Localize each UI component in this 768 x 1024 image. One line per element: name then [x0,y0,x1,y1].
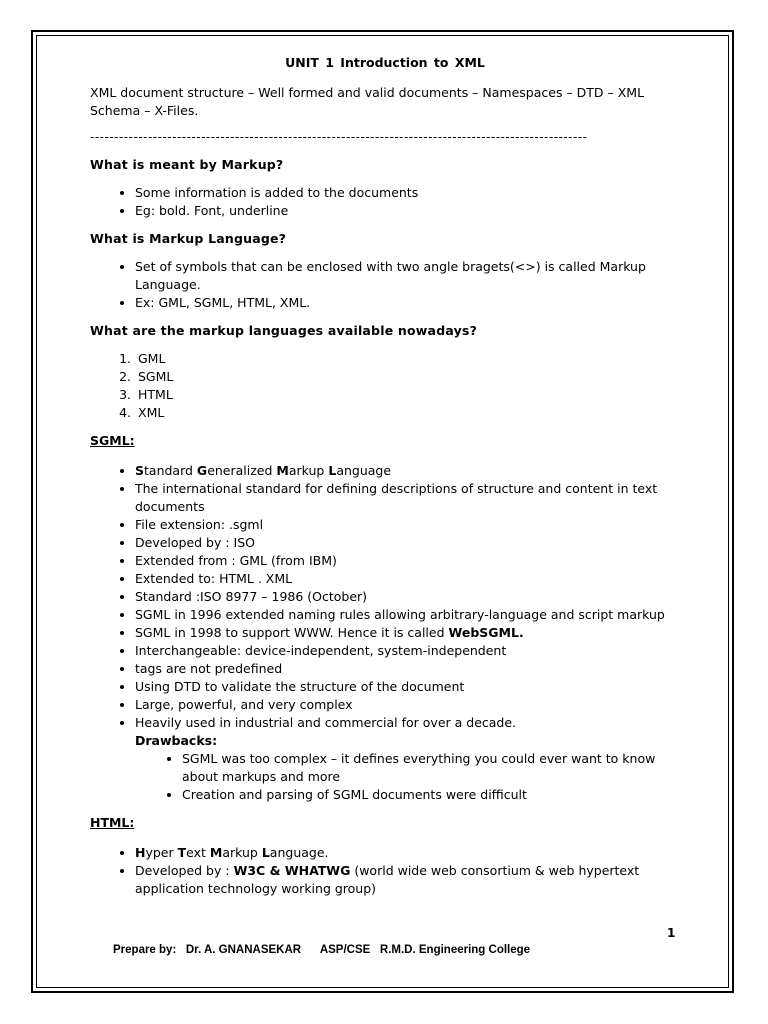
unit-syllabus: XML document structure – Well formed and valid documents – Namespaces – DTD – XML Schema – X-Files. [90,85,645,118]
list-item: • Some information is added to the documents [135,184,680,202]
list-item: • SGML in 1996 extended naming rules allowing arbitrary-language and script markup [135,606,680,624]
sgml-list [90,462,680,732]
list-item: 1. GML [135,350,680,368]
heading-html: HTML: [90,815,135,830]
list-item-html-developer: • Developed by : W3C & WHATWG (world wide web consortium & web hypertext application technology working group) [135,862,680,898]
list-item: • File extension: .sgml [135,516,680,534]
list-item: • Eg: bold. Font, underline [135,202,680,220]
list-item: • Creation and parsing of SGML documents were difficult [182,786,680,804]
list-item: • The international standard for defining descriptions of structure and content in text documents [135,480,680,516]
list-item: • Extended from : GML (from IBM) [135,552,680,570]
list-item: 3. HTML [135,386,680,404]
list-item-html-acronym: • Hyper Text Markup Language. [135,844,680,862]
list-item: • SGML was too complex – it defines everything you could ever want to know about markups and more [182,750,680,786]
heading-languages: What are the markup languages available nowadays? [90,323,478,338]
list-item-websgml: • SGML in 1998 to support WWW. Hence it is called WebSGML. [135,624,680,642]
list-item: • Ex: GML, SGML, HTML, XML. [135,294,680,312]
markup-language-list [90,258,680,312]
list-item: 4. XML [135,404,680,422]
list-item-sgml-acronym: • Standard Generalized Markup Language [135,462,680,480]
drawbacks-label: Drawbacks: [135,733,218,748]
document-body [90,50,680,908]
heading-sgml: SGML: [90,433,135,448]
list-item: • Heavily used in industrial and commercial for over a decade. [135,714,680,732]
list-item: • Interchangeable: device-independent, system-independent [135,642,680,660]
page-number: 1 [667,926,676,940]
html-list [90,844,680,898]
list-item: • Set of symbols that can be enclosed with two angle bragets(<>) is called Markup Language. [135,258,680,294]
languages-list [90,350,680,422]
list-item: • Standard :ISO 8977 – 1986 (October) [135,588,680,606]
heading-markup: What is meant by Markup? [90,157,284,172]
list-item: • Large, powerful, and very complex [135,696,680,714]
list-item: 2. SGML [135,368,680,386]
list-item: • tags are not predefined [135,660,680,678]
list-item: • Extended to: HTML . XML [135,570,680,588]
footer-credit: Prepare by: Dr. A. GNANASEKAR ASP/CSE R.M.D. Engineering College [113,944,531,956]
markup-list [90,184,680,220]
list-item: • Developed by : ISO [135,534,680,552]
separator-line: ------------------------------------------------------------------------------------------------------- [90,130,588,144]
unit-title: UNIT 1 Introduction to XML [285,55,485,70]
drawbacks-list [90,750,680,804]
heading-markup-language: What is Markup Language? [90,231,287,246]
list-item: • Using DTD to validate the structure of the document [135,678,680,696]
